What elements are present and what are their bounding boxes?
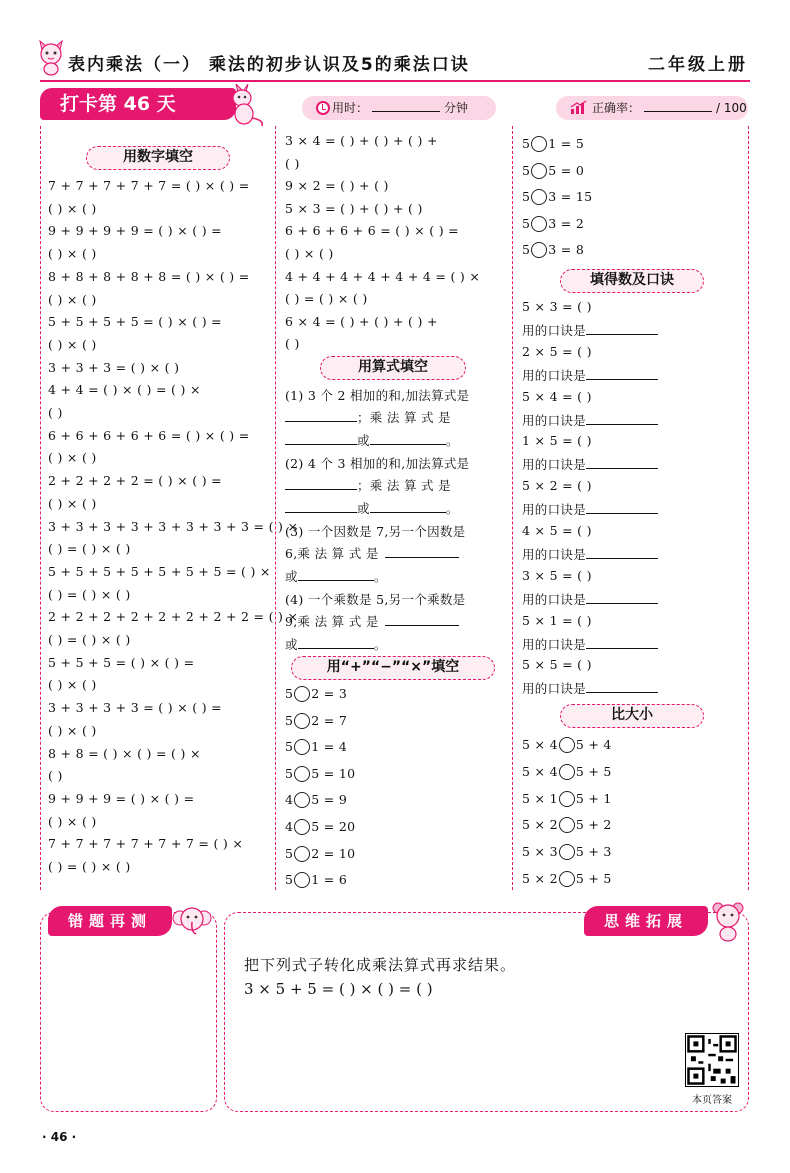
operator-item[interactable] (285, 846, 355, 862)
answer-blank[interactable] (298, 569, 374, 581)
equation-line[interactable]: 6 + 6 + 6 + 6 + 6 = ( ) × ( ) = (48, 427, 250, 443)
qr-code-icon[interactable] (685, 1033, 739, 1087)
accuracy-label: 正确率： (592, 101, 641, 115)
equation-line[interactable]: 5 × 3 = ( ) + ( ) + ( ) (285, 200, 423, 216)
rhyme-label: 用的口诀是 (522, 636, 587, 652)
word-problem-line (285, 635, 387, 653)
rhyme-line (522, 455, 658, 473)
rhyme-label: 用的口诀是 (522, 547, 587, 562)
rhyme-blank[interactable] (586, 413, 658, 425)
operator-item[interactable] (522, 216, 584, 232)
answer-blank[interactable] (285, 478, 357, 490)
equation-line[interactable]: 7 + 7 + 7 + 7 + 7 = ( ) × ( ) = (48, 178, 250, 193)
operator-circle[interactable] (531, 216, 547, 232)
answer-blank[interactable] (370, 433, 446, 445)
word-problem-text: 9,乘 法 算 式 是 (285, 614, 379, 629)
operand: 5 (285, 765, 294, 781)
word-problem-line (285, 612, 459, 630)
answer-blank[interactable] (370, 501, 446, 513)
operator-circle[interactable] (294, 766, 310, 782)
operator-item[interactable] (285, 766, 355, 782)
operand: 4 (285, 819, 294, 834)
compare-item[interactable] (522, 764, 612, 780)
equation-line[interactable]: 9 + 9 + 9 = ( ) × ( ) = (48, 790, 195, 806)
equation-line[interactable]: 5 + 5 + 5 = ( ) × ( ) = (48, 654, 195, 670)
extension-box[interactable] (224, 912, 749, 1112)
word-problem-line (285, 408, 451, 426)
extension-problem[interactable]: 3 × 5 + 5 = ( ) × ( ) = ( ) (244, 980, 433, 998)
operand-result: 5 = 0 (548, 162, 585, 178)
equation-line[interactable]: 8 + 8 = ( ) × ( ) = ( ) × (48, 745, 201, 761)
word-problem-line (285, 567, 387, 585)
rhyme-line (522, 635, 658, 653)
retest-box[interactable] (40, 912, 217, 1112)
retest-tab: 错题再测 (48, 906, 172, 936)
equation-line[interactable]: 2 + 2 + 2 + 2 + 2 + 2 + 2 + 2 = ( ) × (48, 609, 299, 625)
equation-line[interactable]: ( ) (48, 405, 63, 420)
section-title-fill-operators: 用“+”“−”“×”填空 (291, 656, 495, 680)
equation-line[interactable]: ( ) × ( ) (48, 246, 97, 262)
bear-mascot-icon (708, 900, 748, 942)
operator-circle[interactable] (294, 713, 310, 729)
compare-item[interactable] (522, 791, 612, 807)
rhyme-line (522, 590, 658, 608)
compare-right: 5 + 2 (575, 817, 612, 833)
operand-result: 3 = 2 (548, 215, 585, 231)
column-divider (512, 126, 513, 890)
compare-right: 5 + 1 (575, 790, 612, 806)
or-text: 或 (357, 501, 370, 516)
period-text: 。 (373, 637, 387, 652)
answer-blank[interactable] (385, 614, 459, 626)
operator-item[interactable] (285, 872, 347, 888)
operator-circle[interactable] (531, 242, 547, 258)
rhyme-line (522, 411, 658, 429)
operator-circle[interactable] (294, 792, 310, 808)
section-title-fill-expressions: 用算式填空 (320, 356, 466, 380)
equation-line[interactable]: ( ) = ( ) × ( ) (48, 586, 131, 602)
word-problem-text: 6,乘 法 算 式 是 (285, 546, 379, 561)
compare-right: 5 + 5 (575, 763, 612, 779)
column-border (40, 126, 41, 890)
answer-blank[interactable] (285, 410, 357, 422)
equation-line[interactable]: ( ) × ( ) (48, 722, 97, 738)
rhyme-blank[interactable] (586, 681, 658, 693)
equation-line[interactable]: ( ) (48, 768, 63, 784)
compare-left: 5 × 4 (522, 737, 558, 752)
operand: 5 (285, 845, 294, 861)
equation-line[interactable]: ( ) × ( ) (48, 495, 97, 511)
operator-item[interactable] (522, 242, 584, 258)
equation-line[interactable]: 4 + 4 + 4 + 4 + 4 + 4 = ( ) × (285, 268, 481, 284)
equation-line[interactable]: 4 + 4 = ( ) × ( ) = ( ) × (48, 382, 201, 398)
operator-item[interactable] (522, 163, 584, 179)
word-problem-text: ；乘 法 算 式 是 (357, 410, 451, 425)
rhyme-blank[interactable] (586, 547, 658, 559)
column-divider (275, 126, 276, 890)
clock-icon (316, 101, 330, 115)
rhyme-line (522, 500, 658, 518)
answer-blank[interactable] (385, 546, 459, 558)
word-problem-line (285, 431, 459, 449)
cat-mascot-icon (36, 40, 66, 76)
operator-item[interactable] (285, 792, 347, 808)
section-title-compare: 比大小 (560, 704, 704, 728)
rhyme-equation[interactable]: 5 × 3 = ( ) (522, 299, 592, 314)
operand-result: 2 = 3 (311, 686, 348, 701)
operand: 5 (522, 242, 531, 258)
operand-result: 3 = 15 (548, 189, 593, 205)
operand: 5 (522, 215, 531, 231)
compare-item[interactable] (522, 737, 612, 753)
operand: 5 (522, 136, 531, 151)
rhyme-equation[interactable]: 3 × 5 = ( ) (522, 567, 592, 583)
rhyme-equation[interactable]: 5 × 1 = ( ) (522, 612, 592, 628)
equation-line[interactable]: ( ) = ( ) × ( ) (48, 859, 131, 874)
equation-line[interactable]: 3 + 3 + 3 + 3 = ( ) × ( ) = (48, 700, 222, 716)
operator-item[interactable] (285, 819, 355, 835)
word-problem-line (285, 544, 459, 562)
rhyme-blank[interactable] (586, 457, 658, 469)
operator-item[interactable] (285, 686, 347, 702)
equation-line[interactable]: ( ) = ( ) × ( ) (48, 541, 131, 557)
operand-result: 2 = 7 (311, 712, 348, 728)
operator-circle[interactable] (531, 189, 547, 205)
word-problem-text[interactable]: (3) 一个因数是 7,另一个因数是 (285, 524, 466, 539)
equation-line[interactable]: 2 + 2 + 2 + 2 = ( ) × ( ) = (48, 473, 222, 489)
rhyme-label: 用的口诀是 (522, 412, 587, 428)
operator-item[interactable] (285, 739, 347, 755)
rhyme-line (522, 366, 658, 384)
section-title-fill-numbers: 用数字填空 (86, 146, 230, 170)
compare-circle[interactable] (559, 871, 575, 887)
operator-circle[interactable] (531, 136, 547, 152)
or-text: 或 (285, 569, 298, 584)
answer-blank[interactable] (298, 637, 374, 649)
rhyme-equation[interactable]: 1 × 5 = ( ) (522, 433, 592, 449)
operand-result: 5 = 20 (311, 819, 356, 834)
operand: 5 (285, 872, 294, 888)
operand-result: 3 = 8 (548, 242, 585, 258)
compare-circle[interactable] (559, 817, 575, 833)
compare-circle[interactable] (559, 791, 575, 807)
operand: 4 (285, 792, 294, 808)
operator-item[interactable] (285, 713, 347, 729)
equation-line[interactable]: 3 + 3 + 3 + 3 + 3 + 3 + 3 + 3 = ( ) × (48, 518, 299, 534)
operand: 5 (285, 712, 294, 728)
operator-circle[interactable] (294, 872, 310, 888)
operator-circle[interactable] (294, 739, 310, 755)
equation-line[interactable]: ( ) × ( ) (48, 813, 97, 829)
time-label: 用时： (332, 101, 369, 115)
rhyme-label: 用的口诀是 (522, 502, 587, 518)
compare-left: 5 × 4 (522, 763, 558, 779)
compare-circle[interactable] (559, 844, 575, 860)
equation-line[interactable]: ( ) × ( ) (48, 200, 97, 216)
operand-result: 1 = 5 (548, 136, 585, 151)
equation-line[interactable]: ( ) × ( ) (48, 291, 97, 307)
period-text: 。 (445, 501, 459, 516)
compare-item[interactable] (522, 871, 612, 887)
answer-blank[interactable] (285, 501, 357, 513)
equation-line[interactable]: 5 + 5 + 5 + 5 = ( ) × ( ) = (48, 314, 222, 330)
equation-line[interactable]: ( ) (285, 155, 300, 171)
word-problem-text[interactable]: (2) 4 个 3 相加的和,加法算式是 (285, 456, 470, 471)
word-problem-text[interactable]: (1) 3 个 2 相加的和,加法算式是 (285, 388, 470, 403)
extension-tab: 思维拓展 (584, 906, 708, 936)
compare-item[interactable] (522, 817, 612, 833)
rhyme-label: 用的口诀是 (522, 367, 587, 383)
accuracy-field[interactable] (556, 96, 748, 120)
rhyme-blank[interactable] (586, 368, 658, 380)
rhyme-equation[interactable]: 5 × 5 = ( ) (522, 657, 592, 673)
word-problem-text[interactable]: (4) 一个乘数是 5,另一个乘数是 (285, 592, 466, 607)
rhyme-equation[interactable]: 4 × 5 = ( ) (522, 523, 592, 538)
page-number: · 46 · (42, 1130, 77, 1144)
operand: 5 (285, 686, 294, 701)
operand-result: 1 = 4 (311, 739, 348, 755)
compare-item[interactable] (522, 844, 612, 860)
equation-line[interactable]: ( ) × ( ) (48, 677, 97, 693)
page-header-title: 表内乘法（一） 乘法的初步认识及5的乘法口诀 (68, 55, 470, 75)
operator-circle[interactable] (294, 686, 310, 702)
compare-left: 5 × 2 (522, 871, 558, 886)
compare-right: 5 + 5 (575, 871, 612, 886)
operand: 5 (285, 739, 294, 755)
rhyme-blank[interactable] (586, 502, 658, 514)
operand: 5 (522, 189, 531, 205)
equation-line[interactable]: 9 × 2 = ( ) + ( ) (285, 178, 389, 194)
compare-left: 5 × 3 (522, 844, 558, 860)
equation-line[interactable]: ( ) (285, 336, 300, 352)
grade-label: 二年级上册 (648, 55, 748, 75)
equation-line[interactable]: ( ) = ( ) × ( ) (285, 291, 368, 307)
period-text: 。 (445, 433, 459, 448)
or-text: 或 (285, 637, 298, 652)
word-problem-line (285, 499, 459, 517)
rhyme-blank[interactable] (586, 592, 658, 604)
equation-line[interactable]: 6 + 6 + 6 + 6 = ( ) × ( ) = (285, 223, 459, 239)
operand-result: 1 = 6 (311, 872, 348, 888)
word-problem-text: ；乘 法 算 式 是 (357, 478, 451, 493)
operator-item[interactable] (522, 136, 584, 152)
rhyme-line (522, 679, 658, 697)
operand: 5 (522, 162, 531, 178)
rhyme-blank[interactable] (586, 637, 658, 649)
accuracy-total: / 100 (716, 101, 747, 115)
equation-line[interactable]: ( ) × ( ) (48, 450, 97, 466)
rhyme-label: 用的口诀是 (522, 457, 587, 473)
equation-line[interactable]: 6 × 4 = ( ) + ( ) + ( ) + (285, 313, 438, 329)
equation-line[interactable]: 7 + 7 + 7 + 7 + 7 + 7 = ( ) × (48, 836, 244, 852)
period-text: 。 (373, 569, 387, 584)
header-divider (40, 80, 750, 82)
compare-left: 5 × 2 (522, 817, 558, 833)
compare-right: 5 + 3 (575, 844, 612, 860)
equation-line[interactable]: ( ) = ( ) × ( ) (48, 632, 131, 647)
equation-line[interactable]: 3 × 4 = ( ) + ( ) + ( ) + (285, 133, 438, 148)
rhyme-line (522, 321, 658, 339)
elephant-mascot-icon (172, 902, 212, 942)
or-text: 或 (357, 433, 370, 448)
equation-line[interactable]: 8 + 8 + 8 + 8 + 8 = ( ) × ( ) = (48, 268, 250, 284)
operator-item[interactable] (522, 189, 592, 205)
equation-line[interactable]: 5 + 5 + 5 + 5 + 5 + 5 + 5 = ( ) × (48, 563, 271, 579)
equation-line[interactable]: ( ) × ( ) (48, 336, 97, 352)
operator-circle[interactable] (294, 846, 310, 862)
compare-circle[interactable] (559, 764, 575, 780)
operand-result: 5 = 10 (311, 765, 356, 781)
column-border (748, 126, 749, 890)
equation-line[interactable]: 9 + 9 + 9 + 9 = ( ) × ( ) = (48, 223, 222, 239)
rhyme-line (522, 545, 658, 563)
operand-result: 2 = 10 (311, 845, 356, 861)
kangaroo-mascot-icon (224, 84, 266, 128)
extension-instruction: 把下列式子转化成乘法算式再求结果。 (244, 956, 517, 974)
time-blank[interactable] (372, 100, 440, 112)
section-title-results-and-rhymes: 填得数及口诀 (560, 269, 704, 293)
rhyme-equation[interactable]: 2 × 5 = ( ) (522, 343, 592, 359)
bar-chart-icon (570, 100, 588, 115)
equation-line[interactable]: ( ) × ( ) (285, 246, 334, 261)
compare-left: 5 × 1 (522, 790, 558, 806)
day-tab: 打卡第 46 天 (40, 88, 236, 120)
rhyme-blank[interactable] (586, 323, 658, 335)
time-field[interactable] (302, 96, 496, 120)
operand-result: 5 = 9 (311, 792, 348, 808)
rhyme-label: 用的口诀是 (522, 681, 587, 697)
accuracy-blank[interactable] (644, 100, 712, 112)
compare-circle[interactable] (559, 737, 575, 753)
rhyme-equation[interactable]: 5 × 2 = ( ) (522, 478, 592, 494)
word-problem-line (285, 476, 451, 494)
operator-circle[interactable] (531, 163, 547, 179)
answer-blank[interactable] (285, 433, 357, 445)
qr-code-label: 本页答案 (692, 1095, 732, 1106)
rhyme-label: 用的口诀是 (522, 591, 587, 607)
equation-line[interactable]: 3 + 3 + 3 = ( ) × ( ) (48, 359, 180, 375)
rhyme-equation[interactable]: 5 × 4 = ( ) (522, 388, 592, 404)
compare-right: 5 + 4 (575, 737, 612, 752)
time-unit: 分钟 (444, 101, 469, 115)
rhyme-label: 用的口诀是 (522, 323, 587, 338)
operator-circle[interactable] (294, 819, 310, 835)
